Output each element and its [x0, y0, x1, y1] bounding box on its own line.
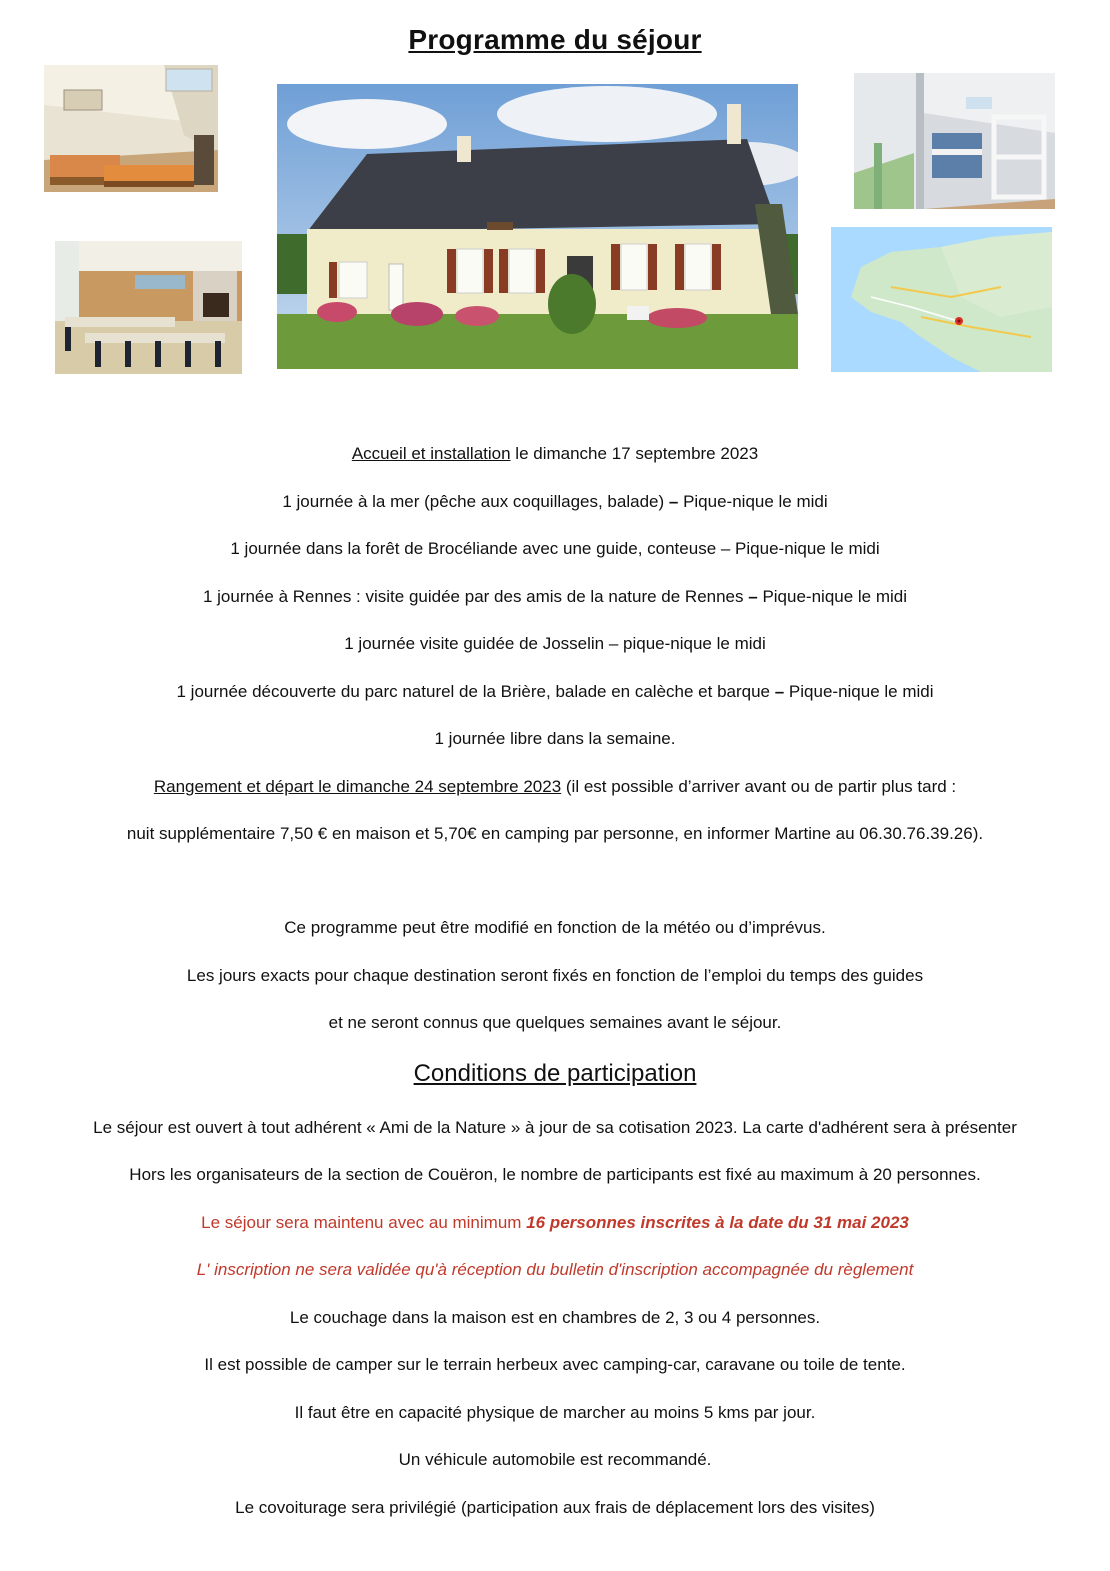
condition-vehicle: Un véhicule automobile est recommandé.	[398, 1450, 712, 1469]
map-of-brittany	[831, 227, 1052, 372]
condition-minimum: Le séjour sera maintenu avec au minimum 16 personnes inscrites à la date du 31 mai 2023	[201, 1213, 909, 1232]
program-day-sea: 1 journée à la mer (pêche aux coquillages, balade) – Pique-nique le midi	[282, 492, 828, 511]
page-title: Programme du séjour	[408, 24, 702, 55]
condition-membership: Le séjour est ouvert à tout adhérent « Ami de la Nature » à jour de sa cotisation 2023. La carte d'adhérent sera à présenter	[93, 1118, 1017, 1137]
program-note-1: Ce programme peut être modifié en fonction de la météo ou d’imprévus.	[284, 918, 826, 937]
conditions-heading: Conditions de participation	[413, 1060, 697, 1087]
bedroom-photo	[44, 65, 218, 192]
program-day-free: 1 journée libre dans la semaine.	[434, 729, 676, 748]
program-arrival	[0, 443, 1110, 465]
program-day-briere: 1 journée découverte du parc naturel de la Brière, balade en calèche et barque – Pique-nique le midi	[176, 682, 934, 701]
condition-camping: Il est possible de camper sur le terrain herbeux avec camping-car, caravane ou toile de tente.	[204, 1355, 906, 1374]
departure-label: Rangement et départ le dimanche 24 septembre 2023	[153, 777, 562, 796]
arrival-label: Accueil et installation	[351, 444, 511, 463]
program-note-3: et ne seront connus que quelques semaines avant le séjour.	[328, 1013, 782, 1032]
condition-carpooling: Le covoiturage sera privilégié (participation aux frais de déplacement lors des visites)	[235, 1498, 875, 1517]
house-photo	[277, 84, 798, 369]
bunk-room-photo	[854, 73, 1055, 209]
dining-room-photo	[55, 241, 242, 374]
condition-validation: L' inscription ne sera validée qu'à réception du bulletin d'inscription accompagnée du règlement	[196, 1260, 914, 1279]
condition-walking: Il faut être en capacité physique de marcher au moins 5 kms par jour.	[294, 1403, 816, 1422]
program-departure: Rangement et départ le dimanche 24 septembre 2023 (il est possible d’arriver avant ou de partir plus tard :	[153, 777, 957, 796]
condition-max-participants: Hors les organisateurs de la section de Couëron, le nombre de participants est fixé au maximum à 20 personnes.	[129, 1165, 981, 1184]
program-day-rennes: 1 journée à Rennes : visite guidée par des amis de la nature de Rennes – Pique-nique le midi	[202, 587, 908, 606]
condition-rooms: Le couchage dans la maison est en chambres de 2, 3 ou 4 personnes.	[289, 1308, 821, 1327]
program-day-broceliande: 1 journée dans la forêt de Brocéliande avec une guide, conteuse – Pique-nique le midi	[230, 539, 880, 558]
program-extra-night: nuit supplémentaire 7,50 € en maison et 5,70€ en camping par personne, en informer Martine au 06.30.76.39.26).	[126, 824, 984, 843]
program-day-josselin: 1 journée visite guidée de Josselin – pique-nique le midi	[344, 634, 766, 653]
program-note-2: Les jours exacts pour chaque destination seront fixés en fonction de l’emploi du temps des guides	[186, 966, 924, 985]
arrival-date: le dimanche 17 septembre 2023	[510, 444, 759, 463]
